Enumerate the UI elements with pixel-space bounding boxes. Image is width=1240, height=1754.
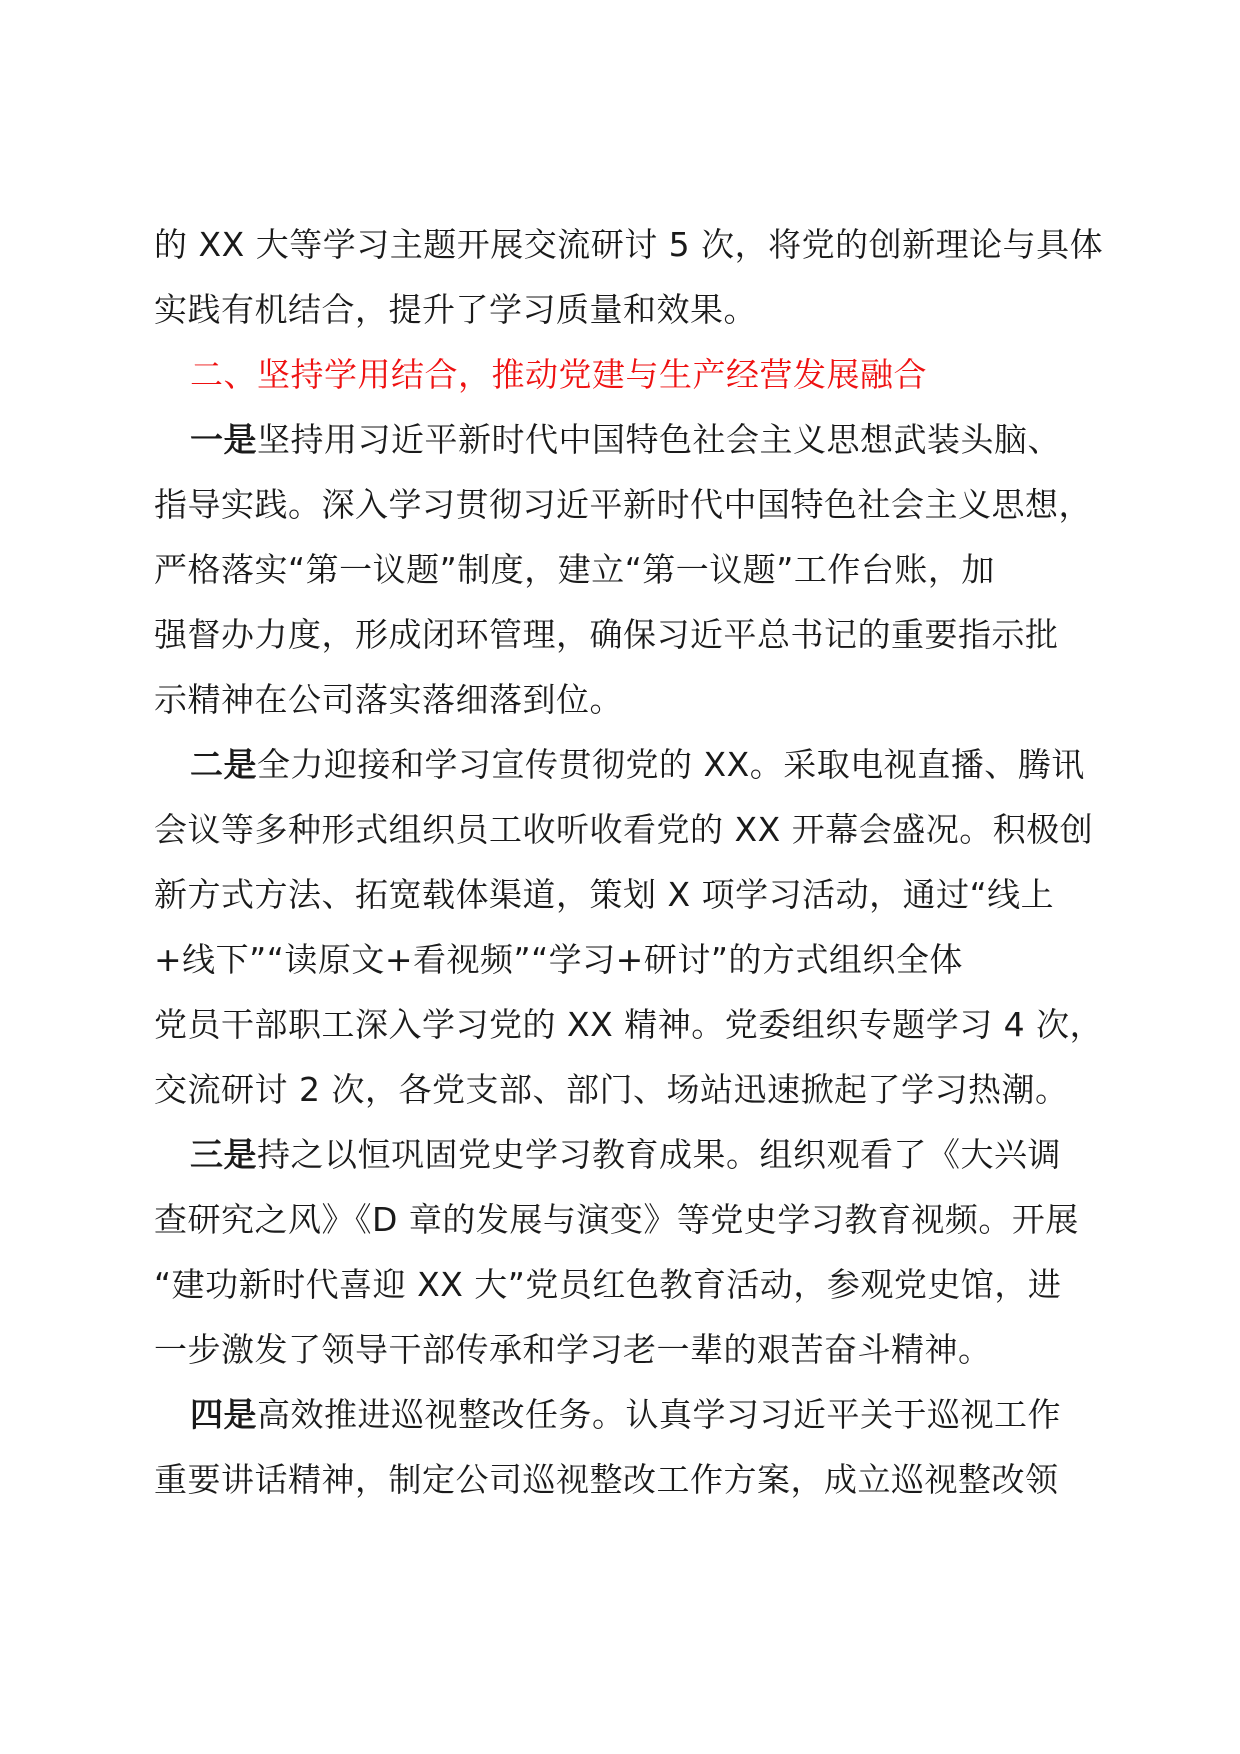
paragraph-line: 党员干部职工深入学习党的 XX 精神。党委组织专题学习 4 次， — [154, 1005, 1104, 1044]
item-lead: 三是 — [190, 1135, 257, 1174]
section-heading: 二、坚持学用结合，推动党建与生产经营发展融合 — [190, 355, 927, 394]
paragraph-line: 的 XX 大等学习主题开展交流研讨 5 次，将党的创新理论与具体 — [154, 225, 1104, 264]
paragraph-line: 新方式方法、拓宽载体渠道，策划 X 项学习活动，通过“线上 — [154, 875, 1055, 914]
item-lead: 一是 — [190, 420, 257, 459]
paragraph-line — [154, 1122, 1094, 1187]
paragraph-line — [154, 1382, 1094, 1447]
paragraph-line: +线下”“读原文+看视频”“学习+研讨”的方式组织全体 — [154, 940, 963, 979]
paragraph-line: 查研究之风》《D 章的发展与演变》等党史学习教育视频。开展 — [154, 1200, 1079, 1239]
item-lead: 二是 — [190, 745, 257, 784]
paragraph-text: 全力迎接和学习宣传贯彻党的 XX。采取电视直播、腾讯 — [257, 745, 1085, 784]
paragraph-line — [154, 732, 1094, 797]
paragraph-line: 实践有机结合，提升了学习质量和效果。 — [154, 290, 757, 329]
paragraph-line: 指导实践。深入学习贯彻习近平新时代中国特色社会主义思想， — [154, 485, 1092, 524]
paragraph-line: 重要讲话精神，制定公司巡视整改工作方案，成立巡视整改领 — [154, 1460, 1059, 1499]
document-body — [154, 212, 1104, 1512]
paragraph-line: 一步激发了领导干部传承和学习老一辈的艰苦奋斗精神。 — [154, 1330, 992, 1369]
paragraph-line: 强督办力度，形成闭环管理，确保习近平总书记的重要指示批 — [154, 615, 1059, 654]
paragraph-line: “建功新时代喜迎 XX 大”党员红色教育活动，参观党史馆，进 — [154, 1265, 1062, 1304]
paragraph-line — [154, 407, 1094, 472]
paragraph-line: 严格落实“第一议题”制度，建立“第一议题”工作台账，加 — [154, 550, 995, 589]
paragraph-text: 持之以恒巩固党史学习教育成果。组织观看了《大兴调 — [257, 1135, 1061, 1174]
item-lead: 四是 — [190, 1395, 257, 1434]
paragraph-line: 会议等多种形式组织员工收听收看党的 XX 开幕会盛况。积极创 — [154, 810, 1094, 849]
paragraph-text: 坚持用习近平新时代中国特色社会主义思想武装头脑、 — [257, 420, 1061, 459]
paragraph-line: 交流研讨 2 次，各党支部、部门、场站迅速掀起了学习热潮。 — [154, 1070, 1069, 1109]
paragraph-text: 高效推进巡视整改任务。认真学习习近平关于巡视工作 — [257, 1395, 1061, 1434]
paragraph-line: 示精神在公司落实落细落到位。 — [154, 680, 623, 719]
